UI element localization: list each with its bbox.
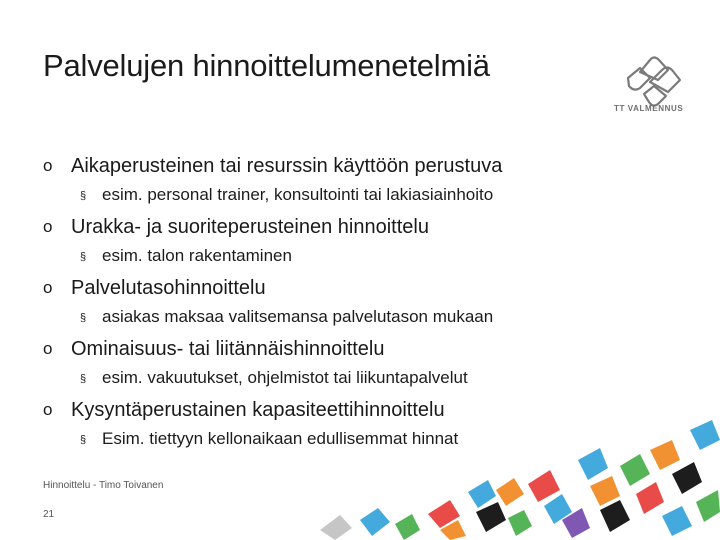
bullet-marker: o (43, 217, 53, 236)
sub-bullet-marker: § (80, 312, 87, 324)
sub-bullet-marker: § (80, 434, 87, 446)
bullet-text: Urakka- ja suoriteperusteinen hinnoittelu (71, 216, 429, 238)
sub-bullet-item (43, 244, 683, 275)
page-number: 21 (43, 509, 55, 520)
bullet-text: Aikaperusteinen tai resurssin käyttöön perustuva (71, 155, 503, 177)
bullet-marker: o (43, 339, 53, 358)
sub-bullet-text: esim. personal trainer, konsultointi tai lakiasiainhoito (102, 185, 494, 204)
sub-bullet-item (43, 183, 683, 214)
bullet-list (43, 153, 683, 458)
sub-bullet-text: esim. vakuutukset, ohjelmistot tai liikuntapalvelut (102, 368, 468, 387)
bullet-text: Palvelutasohinnoittelu (71, 277, 266, 299)
bullet-text: Kysyntäperustainen kapasiteettihinnoittelu (71, 399, 445, 421)
bullet-marker: o (43, 400, 53, 419)
sub-bullet-marker: § (80, 373, 87, 385)
decorative-shapes (300, 420, 720, 540)
sub-bullet-marker: § (80, 251, 87, 263)
sub-bullet-text: esim. talon rakentaminen (102, 246, 292, 265)
footer-text: Hinnoittelu - Timo Toivanen (43, 480, 164, 491)
sub-bullet-text: asiakas maksaa valitsemansa palvelutason mukaan (102, 307, 494, 326)
bullet-item (43, 275, 683, 305)
bullet-marker: o (43, 278, 53, 297)
slide-title: Palvelujen hinnoittelumenetelmiä (43, 48, 490, 83)
sub-bullet-item (43, 305, 683, 336)
bullet-item (43, 336, 683, 366)
sub-bullet-marker: § (80, 190, 87, 202)
sub-bullet-text: Esim. tiettyyn kellonaikaan edullisemmat hinnat (102, 429, 459, 448)
bullet-text: Ominaisuus- tai liitännäishinnoittelu (71, 338, 385, 360)
sub-bullet-item (43, 366, 683, 397)
logo-text: TT VALMENNUS (614, 104, 684, 113)
bullet-item (43, 153, 683, 183)
bullet-item (43, 214, 683, 244)
bullet-marker: o (43, 156, 53, 175)
